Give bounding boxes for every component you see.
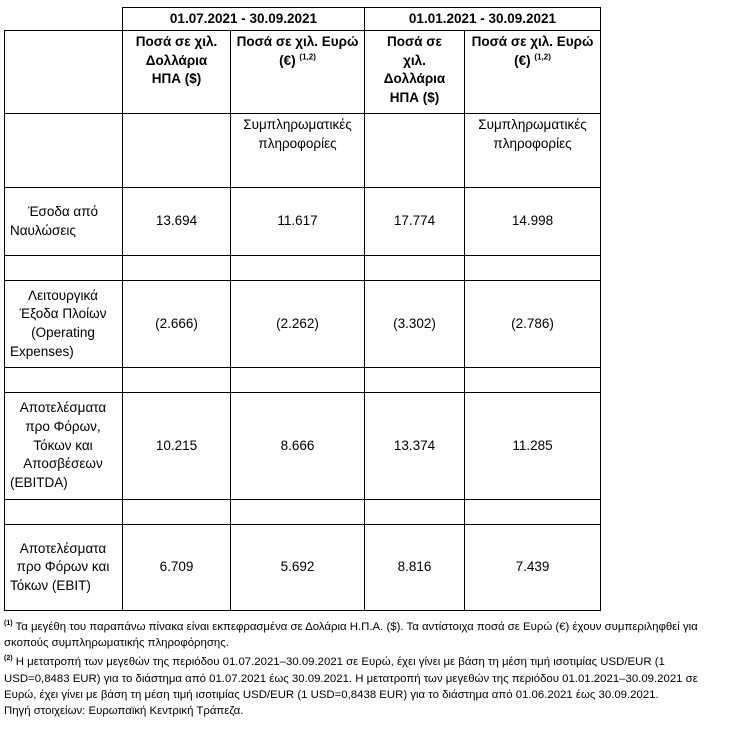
value-cell: 8.666 (231, 393, 365, 500)
column-header-row (5, 31, 601, 114)
col-header-eur-9m (465, 31, 601, 114)
value-cell: 6.709 (123, 525, 231, 611)
supplementary-info-9m: Συμπληρωματικές πληροφορίες (465, 114, 601, 188)
source-note: Πηγή στοιχείων: Ευρωπαϊκή Κεντρική Τράπεζα. (4, 704, 244, 717)
value-cell: 17.774 (365, 188, 465, 256)
period-header-q3: 01.07.2021 - 30.09.2021 (123, 8, 365, 31)
footnote-ref-q3: (1,2) (299, 52, 316, 62)
supplementary-empty-label (5, 114, 123, 188)
empty-corner-cell (5, 8, 123, 31)
period-header-row (5, 8, 601, 31)
value-cell: 10.215 (123, 393, 231, 500)
value-cell: (3.302) (365, 281, 465, 368)
spacer-row (5, 500, 601, 525)
value-cell: 8.816 (365, 525, 465, 611)
col-header-usd-9m-label: Ποσά σε χιλ. Δολλάρια ΗΠΑ ($) (383, 34, 446, 105)
value-cell: 7.439 (465, 525, 601, 611)
col-header-usd-q3-label: Ποσά σε χιλ. Δολλάρια ΗΠΑ ($) (135, 34, 218, 87)
col-header-eur-q3-label: Ποσά σε χιλ. Ευρώ (€) (236, 34, 359, 68)
supplementary-empty-usd-q3 (123, 114, 231, 188)
footnote-2 (4, 654, 732, 719)
col-header-eur-9m-label: Ποσά σε χιλ. Ευρώ (€) (471, 34, 594, 68)
financial-table (4, 7, 601, 611)
footnote-2-mark: (2) (4, 655, 13, 663)
value-cell: 11.617 (231, 188, 365, 256)
col-header-eur-q3 (231, 31, 365, 114)
footnote-1 (4, 619, 732, 651)
table-row (5, 393, 601, 500)
value-cell: 11.285 (465, 393, 601, 500)
value-cell: (2.666) (123, 281, 231, 368)
row-label-ebitda: Αποτελέσματα προ Φόρων, Τόκων και Αποσβέσεων (EBITDA) (5, 393, 123, 500)
table-row (5, 281, 601, 368)
value-cell: (2.786) (465, 281, 601, 368)
table-row (5, 525, 601, 611)
col-header-usd-q3 (123, 31, 231, 114)
spacer-row (5, 256, 601, 281)
row-label-ebit: Αποτελέσματα προ Φόρων και Τόκων (EBIT) (5, 525, 123, 611)
row-label-revenue: Έσοδα από Ναυλώσεις (5, 188, 123, 256)
period-header-9m: 01.01.2021 - 30.09.2021 (365, 8, 601, 31)
value-cell: 14.998 (465, 188, 601, 256)
empty-label-header (5, 31, 123, 114)
value-cell: 13.374 (365, 393, 465, 500)
footnote-1-text: Τα μεγέθη του παραπάνω πίνακα είναι εκπεφρασμένα σε Δολάρια Η.Π.Α. ($). Τα αντίστοιχα ποσά σε Ευρώ (€) έχουν συμπεριληφθεί για σκοπούς συμπληρωματικής πληροφόρησης. (4, 621, 698, 650)
col-header-usd-9m (365, 31, 465, 114)
footnotes (4, 619, 732, 722)
supplementary-row (5, 114, 601, 188)
value-cell: 13.694 (123, 188, 231, 256)
footnote-ref-9m: (1,2) (534, 52, 551, 62)
footnote-1-mark: (1) (4, 620, 13, 628)
row-label-opex: Λειτουργικά Έξοδα Πλοίων (Operating Expenses) (5, 281, 123, 368)
table-row (5, 188, 601, 256)
spacer-row (5, 368, 601, 393)
value-cell: (2.262) (231, 281, 365, 368)
supplementary-info-q3: Συμπληρωματικές πληροφορίες (231, 114, 365, 188)
value-cell: 5.692 (231, 525, 365, 611)
footnote-2-text: Η μετατροπή των μεγεθών της περιόδου 01.07.2021–30.09.2021 σε Ευρώ, έχει γίνει με βάση τη μέση τιμή ισοτιμίας USD/EUR (1 USD=0,8483 EUR) για το διάστημα από 01.07.2021 έως 30.09.2021. Η μετατροπή των μεγεθών της περιόδου 01.01.2021–30.09.2021 σε Ευρώ, έχει γίνει με βάση τη μέση τιμή ισοτιμίας USD/EUR (1 USD=0,8438 EUR) για το διάστημα από 01.06.2021 έως 30.09.2021. (4, 656, 698, 701)
supplementary-empty-usd-9m (365, 114, 465, 188)
